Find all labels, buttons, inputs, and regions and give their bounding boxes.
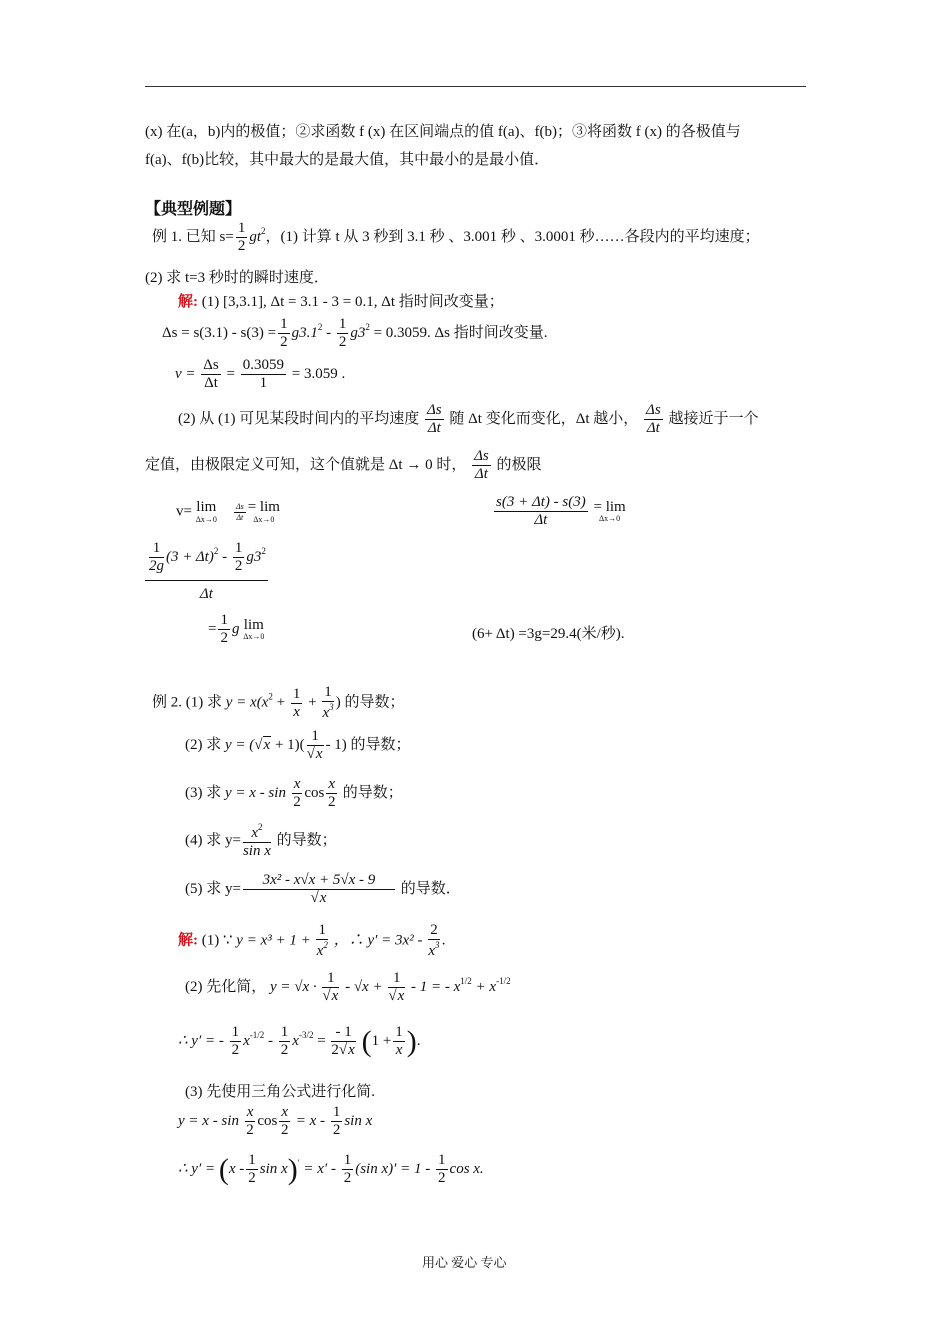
lim-2: = lim: [247, 499, 280, 515]
sol2-d: 定值，由极限定义可知，这个值就是 Δt → 0 时，: [145, 457, 467, 474]
lim-4-sub: Δx→0: [243, 632, 265, 642]
limit-row-1: [176, 500, 280, 524]
p2-end: - 1) 的导数；: [325, 737, 411, 754]
p1-end: ) 的导数；: [335, 694, 405, 711]
s2-a: (2) 先化简，: [185, 979, 267, 996]
s2-e: + x: [475, 979, 497, 996]
section-title: 【典型例题】: [145, 201, 242, 218]
sol2-line-3: y = x - sin $\frac{x}{2}$ cos $\frac{x}{2}$ = x - $\frac{1}{2}$ sin x: [178, 1104, 373, 1139]
s1-a: (1) ∵: [201, 932, 233, 949]
p4-label: (4) 求 y=: [185, 832, 241, 849]
p2-expr-b: x: [263, 737, 271, 754]
p5-num: 3x² - x√x + 5√x - 9: [243, 872, 395, 890]
ex1-solution-1: [178, 290, 504, 311]
g-term-1: g3.1: [291, 325, 318, 342]
lim-2-sub: Δx→0: [253, 514, 275, 524]
vbar-label: v =: [175, 366, 196, 383]
sol2-line-1: 解: (1) ∵ y = x³ + 1 + $\frac{1}{x^2}$ ，∴ y′ = 3x² - $\frac{2}{x^3}$ .: [178, 922, 446, 960]
p3-end: 的导数；: [342, 785, 403, 802]
ln-f: 2: [234, 558, 243, 575]
ln-d: -: [222, 549, 228, 566]
ex1-question-2: (2) 求 t=3 秒时的瞬时速度．: [145, 270, 329, 286]
lim-1-sub: Δx→0: [195, 514, 217, 524]
sol2-line-2-result: ∴ y′ = - $\frac{1}{2}$ $x^{-1/2}$ - $\frac{1}{2}$ $x^{-3/2}$ = $\frac{- 1}{2√x}$ (1 + $\frac{1}{x}$ ).: [178, 1024, 421, 1059]
s3-b: y = x - sin: [178, 1113, 239, 1130]
solution-2-label: 解:: [178, 932, 198, 949]
lim-3-sub: Δx→0: [599, 514, 621, 524]
ln-e: 1: [233, 540, 245, 558]
s3r-c: sin x: [259, 1161, 288, 1178]
s3r-b: x -: [228, 1161, 245, 1178]
ex2-part-3: (3) 求 y = x - sin $\frac{x}{2}$ cos $\frac{x}{2}$ 的导数；: [185, 776, 403, 811]
ex1-vbar-line: v = $\frac{\Delta s}{\Delta t}$ = $\frac{0.3059}{1}$ = 3.059 .: [175, 357, 346, 392]
fraction-half: $\frac{1}{2}$: [237, 220, 246, 255]
p1-label: 例 2. (1) 求: [152, 694, 222, 711]
ex2-part-2: (2) 求 y = (√x + 1)( $\frac{1}{√x}$ - 1) 的导数；: [185, 728, 411, 763]
final-g: g: [231, 621, 240, 638]
solution-label: 解:: [178, 294, 198, 310]
s3r-e: (sin x)′ = 1 -: [355, 1161, 431, 1178]
sol2-line-2: (2) 先化简， y = √x · $\frac{1}{√x}$ - √x + $\frac{1}{√x}$ - 1 = - $x^{1/2} + x^{-1/2}$: [185, 970, 511, 1005]
ex1-delta-s-line: Δs = s(3.1) - s(3) = $\frac{1}{2}$ $g3.1^2$ - $\frac{1}{2}$ $g3^2 = 0.3059$. Δs 指时间改变量.: [162, 316, 548, 351]
s2-c: - √x +: [345, 979, 383, 996]
header-rule: [145, 86, 806, 87]
ex1-solution-2: (2) 从 (1) 可见某段时间内的平均速度 $\frac{\Delta s}{\Delta t}$ 随 Δt 变化而变化，Δt 越小， $\frac{\Delta s}{\Delta t}$ 越接近于一个: [178, 402, 759, 437]
s3-c: cos: [257, 1113, 278, 1130]
p1-expr: y = x(x: [225, 694, 269, 711]
long-den: Δt: [199, 585, 213, 602]
sol2-c: 越接近于一个: [668, 411, 759, 428]
ex2-part-4: (4) 求 y= $\frac{x^2}{\text{sin x}}$ 的导数；: [185, 822, 337, 860]
footer-text: 用心 爱心 专心: [422, 1255, 507, 1270]
ex1-question-1: ，(1) 计算 t 从 3 秒到 3.1 秒 、3.001 秒 、3.0001 秒……各段内的平均速度；: [265, 229, 760, 246]
long-fraction: $\frac{1}{2g}$ $(3 + \Delta t)^2$ - $\frac{1}{2}$ $g3^2$ Δt: [145, 540, 268, 603]
g-term-2: g3: [350, 325, 366, 342]
vbar-num2: 0.3059: [241, 357, 286, 375]
p4-den: sin x: [242, 843, 271, 860]
final-result: (6+ Δt) =3g=29.4(米/秒).: [472, 626, 625, 642]
vbar-result: = 3.059 .: [291, 366, 346, 383]
vbar-num: Δs: [201, 357, 220, 375]
sol1-part: (1): [201, 294, 220, 310]
ln-g: g3: [246, 549, 262, 566]
delta-s-expr: Δs = s(3.1) - s(3) =: [162, 325, 277, 342]
sol2-line-3-intro: (3) 先使用三角公式进行化简.: [185, 1084, 375, 1100]
lim-1: lim: [196, 499, 217, 515]
s3-e: sin x: [344, 1113, 373, 1130]
sol2-e: 的极限: [496, 457, 542, 474]
s1-c: ，∴ y′ = 3x² -: [333, 932, 423, 949]
intro-line-1: (x) 在(a，b)内的极值；②求函数 f (x) 在区间端点的值 f(a)、f(b)；③将函数 f (x) 的各极值与: [145, 124, 741, 140]
p4-end: 的导数；: [276, 832, 337, 849]
final-row: = $\frac{1}{2}$ g lim Δx→0: [208, 612, 265, 647]
vbar-den: Δt: [204, 375, 218, 392]
ln-b: 2g: [149, 558, 164, 575]
s3r-f: cos x.: [449, 1161, 484, 1178]
example-1-statement: 例 1. 已知 s= $\frac{1}{2}$ $gt^2$，(1) 计算 t 从 3 秒到 3.1 秒 、3.001 秒 、3.0001 秒……各段内的平均速度；: [152, 220, 760, 255]
sol2-a: (2) 从 (1) 可见某段时间内的平均速度: [178, 411, 420, 428]
big-num: s(3 + Δt) - s(3): [494, 494, 588, 512]
small-den: Δt: [236, 512, 244, 522]
p2-label: (2) 求: [185, 737, 222, 754]
p5-end: 的导数．: [400, 881, 461, 898]
ex1-solution-2-cont: 定值，由极限定义可知，这个值就是 Δt → 0 时， $\frac{\Delta s}{\Delta t}$ 的极限: [145, 448, 542, 483]
s2-b: y = √x ·: [270, 979, 317, 996]
minus: -: [326, 325, 332, 342]
s2r-e: =: [317, 1033, 326, 1050]
p3-label: (3) 求: [185, 785, 222, 802]
sol1-interval: [3,3.1], Δt = 3.1 - 3 = 0.1, Δt 指时间改变量；: [223, 294, 504, 310]
s2r-f: 1 +: [371, 1033, 392, 1050]
s3-d: = x -: [295, 1113, 326, 1130]
p5-den: x: [319, 890, 327, 907]
delta-s-result: = 0.3059. Δs 指时间改变量.: [373, 325, 548, 342]
ln-a: 1: [149, 540, 164, 558]
v-eq: v=: [176, 503, 192, 520]
s2r-d: x: [292, 1033, 299, 1050]
intro-line-2: f(a)、f(b)比较，其中最大的是最大值，其中最小的是最小值．: [145, 152, 550, 168]
p2-expr-c: + 1)(: [274, 737, 305, 754]
small-num: Δs: [235, 502, 244, 512]
vbar-den2: 1: [259, 375, 268, 392]
s2-d: - 1 = - x: [411, 979, 461, 996]
final-eq: =: [208, 621, 217, 638]
big-den: Δt: [534, 512, 548, 529]
p2-expr-a: y = (: [225, 737, 255, 754]
p3-expr: y = x - sin: [225, 785, 286, 802]
ex1-prefix: 例 1. 已知 s=: [152, 229, 234, 246]
limit-row-1-right: [492, 494, 626, 530]
s2r-b: x: [243, 1033, 250, 1050]
s2r-c: -: [268, 1033, 274, 1050]
sol2-line-3-result: ∴ y′ = (x - $\frac{1}{2}$ sin x)′ = x′ - $\frac{1}{2}$ (sin x)′ = 1 - $\frac{1}{2}$ cos x.: [178, 1152, 484, 1187]
s3r-d: = x′ -: [303, 1161, 336, 1178]
ex2-part-1: 例 2. (1) 求 $y = x(x^2$ + $\frac{1}{x}$ + $\frac{1}{x^3}$ ) 的导数；: [152, 684, 405, 722]
ln-c: (3 + Δt): [166, 549, 214, 566]
s2r-a: ∴ y′ = -: [178, 1033, 224, 1050]
s1-b: y = x³ + 1 +: [236, 932, 311, 949]
sol2-b: 随 Δt 变化而变化，Δt 越小，: [449, 411, 639, 428]
lim-4: lim: [243, 616, 264, 633]
p5-label: (5) 求 y=: [185, 881, 241, 898]
ex1-given: gt: [249, 229, 261, 246]
p3-cos: cos: [304, 785, 325, 802]
s3r-a: ∴ y′ =: [178, 1161, 216, 1178]
lim-3: = lim: [593, 498, 626, 515]
p4-num: x: [251, 825, 258, 841]
ex2-part-5: (5) 求 y= $\frac{\text{3x² - x√x + 5√x - 9}}{√x}$ 的导数．: [185, 872, 461, 907]
